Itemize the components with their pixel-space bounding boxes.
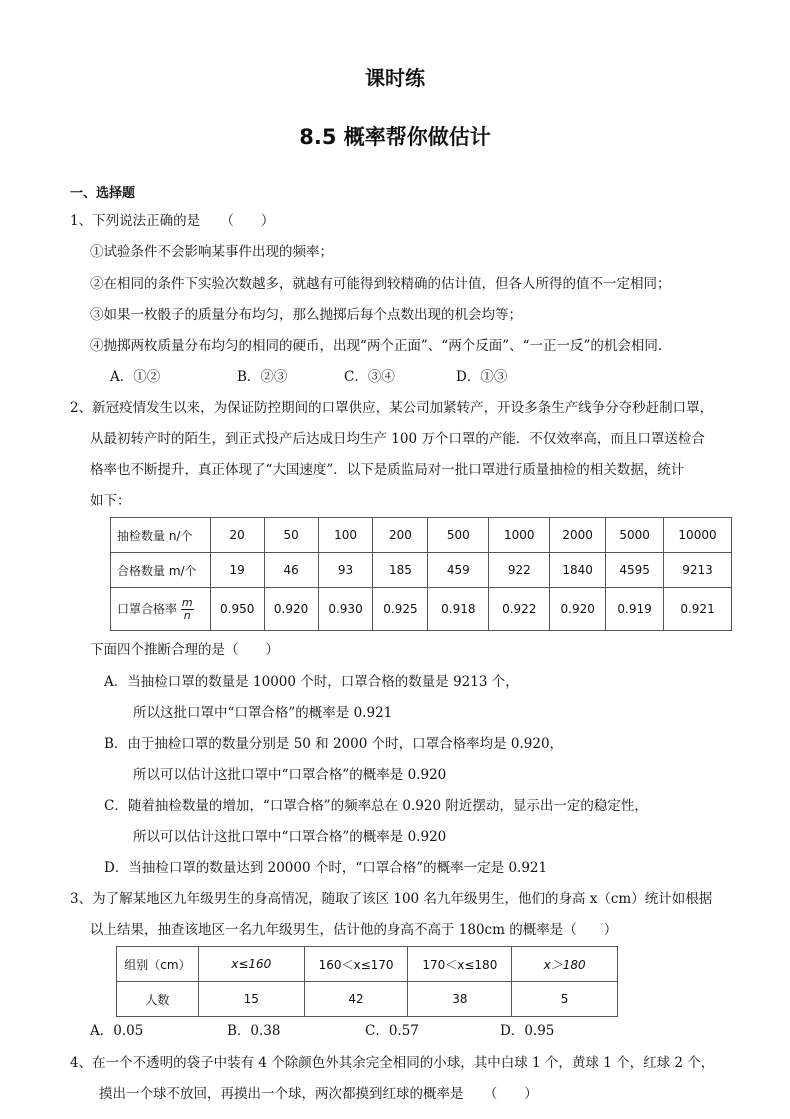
table-cell: 0.918 bbox=[428, 588, 489, 631]
table-cell: 93 bbox=[318, 553, 373, 588]
table-cell: 200 bbox=[373, 518, 428, 553]
q2-question: 下面四个推断合理的是（ ） bbox=[90, 642, 279, 658]
fraction-numerator: m bbox=[181, 595, 193, 609]
q4-stem-line-2: 摸出一个球不放回，再摸出一个球，两次都摸到红球的概率是 （ ） bbox=[99, 1086, 538, 1102]
table-cell: 0.922 bbox=[489, 588, 550, 631]
table-header: 170＜x≤180 bbox=[408, 947, 512, 982]
table-cell: 5 bbox=[512, 982, 618, 1017]
q3-stem-line-1: 3、为了解某地区九年级男生的身高情况，随取了该区 100 名九年级男生，他们的身高 x（cm）统计如根据 bbox=[70, 891, 713, 907]
table-header: 160＜x≤170 bbox=[304, 947, 408, 982]
table-cell: 9213 bbox=[664, 553, 732, 588]
q3-stem-line-2: 以上结果，抽查该地区一名九年级男生，估计他的身高不高于 180cm 的概率是（ ） bbox=[90, 922, 618, 938]
q1-options bbox=[110, 368, 507, 386]
q1-option-d: D．①③ bbox=[456, 369, 508, 385]
q1-stem: 1、下列说法正确的是 （ ） bbox=[70, 213, 275, 229]
table-cell: 20 bbox=[210, 518, 264, 553]
table-cell: 50 bbox=[264, 518, 318, 553]
q3-option-a: A．0.05 bbox=[90, 1023, 144, 1039]
table-cell: 0.930 bbox=[318, 588, 373, 631]
table-cell: 10000 bbox=[664, 518, 732, 553]
table-row bbox=[111, 518, 732, 553]
table-row bbox=[117, 982, 618, 1017]
q3-height-table bbox=[116, 946, 618, 1017]
q2-option-c: C．随着抽检数量的增加，“口罩合格”的频率总在 0.920 附近摆动，显示出一定的稳定性， bbox=[104, 798, 648, 814]
q1-option-b: B．②③ bbox=[237, 369, 288, 385]
q1-item-4: ④抛掷两枚质量分布均匀的相同的硬币，出现“两个正面”、“两个反面”、“一正一反”的机会相同. bbox=[90, 338, 663, 354]
q2-option-b-cont: 所以可以估计这批口罩中“口罩合格”的概率是 0.920 bbox=[133, 767, 447, 783]
q3-option-c: C．0.57 bbox=[365, 1023, 419, 1039]
fraction-m-over-n bbox=[181, 597, 194, 622]
q2-option-a-cont: 所以这批口罩中“口罩合格”的概率是 0.921 bbox=[133, 705, 393, 721]
table-cell: 500 bbox=[428, 518, 489, 553]
q3-option-b: B．0.38 bbox=[227, 1023, 281, 1039]
table-header: x＞180 bbox=[512, 947, 618, 982]
table-cell: 19 bbox=[210, 553, 264, 588]
table-row bbox=[111, 553, 732, 588]
table-header: 组别（cm） bbox=[117, 947, 199, 982]
table-cell: 5000 bbox=[606, 518, 664, 553]
q4-stem-line-1: 4、在一个不透明的袋子中装有 4 个除颜色外其余完全相同的小球，其中白球 1 个，黄球 1 个，红球 2 个， bbox=[70, 1055, 715, 1071]
q2-option-c-cont: 所以可以估计这批口罩中“口罩合格”的概率是 0.920 bbox=[133, 829, 447, 845]
q3-options bbox=[90, 1022, 554, 1040]
table-cell: 0.925 bbox=[373, 588, 428, 631]
table-cell: 38 bbox=[408, 982, 512, 1017]
table-cell: 0.920 bbox=[264, 588, 318, 631]
q1-option-a: A．①② bbox=[110, 369, 161, 385]
q2-stem-line-3: 格率也不断提升，真正体现了“大国速度”．以下是质监局对一批口罩进行质量抽检的相关数据，统计 bbox=[90, 462, 685, 478]
q3-option-d: D．0.95 bbox=[500, 1023, 555, 1039]
table-cell: 185 bbox=[373, 553, 428, 588]
pass-rate-label: 口罩合格率 bbox=[117, 601, 178, 616]
q1-item-2: ②在相同的条件下实验次数越多，就越有可能得到较精确的估计值，但各人所得的值不一定相同； bbox=[90, 276, 671, 292]
q2-stem-line-4: 如下： bbox=[90, 493, 131, 509]
row-label-pass-rate bbox=[111, 588, 211, 631]
table-cell: 1000 bbox=[489, 518, 550, 553]
q1-option-c: C．③④ bbox=[344, 369, 395, 385]
table-cell: 100 bbox=[318, 518, 373, 553]
q2-stem-line-1: 2、新冠疫情发生以来，为保证防控期间的口罩供应，某公司加紧转产，开设多条生产线争分夺秒赶制口罩， bbox=[70, 400, 714, 416]
row-label-qualified-count: 合格数量 m/个 bbox=[111, 553, 211, 588]
q2-option-b: B．由于抽检口罩的数量分别是 50 和 2000 个时，口罩合格率均是 0.920， bbox=[104, 736, 564, 752]
table-cell: 0.921 bbox=[664, 588, 732, 631]
q2-sampling-table bbox=[110, 517, 732, 631]
fraction-denominator: n bbox=[183, 608, 191, 622]
page-title: 课时练 bbox=[365, 66, 425, 90]
table-row bbox=[111, 588, 732, 631]
table-cell: 0.950 bbox=[210, 588, 264, 631]
row-label-sample-size: 抽检数量 n/个 bbox=[111, 518, 211, 553]
table-cell: 42 bbox=[304, 982, 408, 1017]
table-cell: 15 bbox=[198, 982, 304, 1017]
table-cell: 2000 bbox=[550, 518, 606, 553]
q1-item-3: ③如果一枚骰子的质量分布均匀，那么抛掷后每个点数出现的机会均等； bbox=[90, 307, 522, 323]
q1-item-1: ①试验条件不会影响某事件出现的频率； bbox=[90, 244, 333, 260]
section-heading: 一、选择题 bbox=[70, 186, 136, 201]
table-cell: 0.920 bbox=[550, 588, 606, 631]
table-cell: 1840 bbox=[550, 553, 606, 588]
table-cell: 922 bbox=[489, 553, 550, 588]
row-label-count: 人数 bbox=[117, 982, 199, 1017]
q2-option-a: A．当抽检口罩的数量是 10000 个时，口罩合格的数量是 9213 个， bbox=[104, 674, 519, 690]
table-cell: 4595 bbox=[606, 553, 664, 588]
table-row bbox=[117, 947, 618, 982]
table-cell: 459 bbox=[428, 553, 489, 588]
table-header: x≤160 bbox=[198, 947, 304, 982]
table-cell: 46 bbox=[264, 553, 318, 588]
q2-option-d: D．当抽检口罩的数量达到 20000 个时，“口罩合格”的概率一定是 0.921 bbox=[104, 860, 548, 876]
q2-stem-line-2: 从最初转产时的陌生，到正式投产后达成日均生产 100 万个口罩的产能．不仅效率高，而且口罩送检合 bbox=[90, 431, 705, 447]
table-cell: 0.919 bbox=[606, 588, 664, 631]
lesson-title: 8.5 概率帮你做估计 bbox=[299, 125, 491, 149]
